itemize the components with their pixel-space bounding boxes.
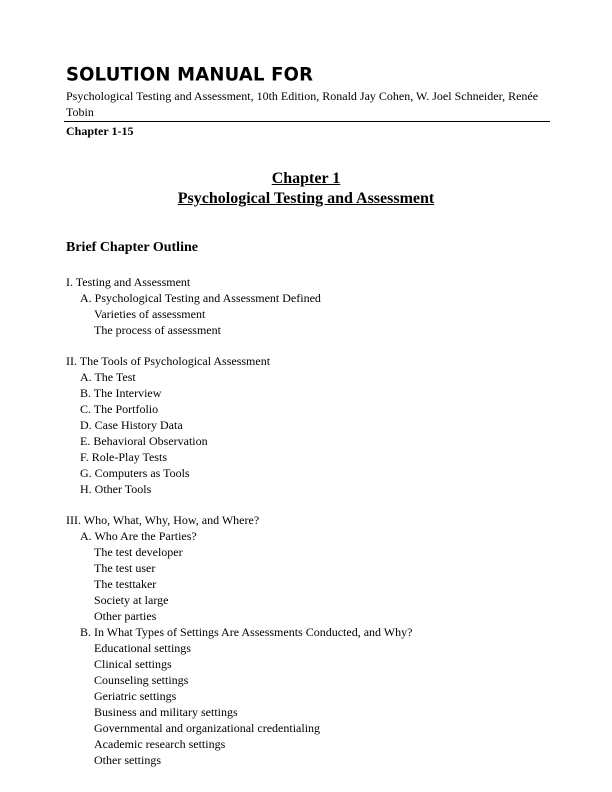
chapter-number: Chapter 1 [271,170,341,187]
outline-section: II. The Tools of Psychological Assessment [66,354,271,368]
outline-subitem: Other parties [94,609,157,623]
outline-subitem: Educational settings [94,641,191,655]
outline-item: C. The Portfolio [80,402,159,416]
outline-subitem: Clinical settings [94,657,172,671]
section-spacer [66,497,566,512]
outline-subitem: The process of assessment [94,323,221,337]
solution-manual-banner: SOLUTION MANUAL FOR [66,63,314,86]
outline-item: B. In What Types of Settings Are Assessments Conducted, and Why? [80,625,413,639]
outline-item: H. Other Tools [80,482,152,496]
outline-subitem: Business and military settings [94,705,238,719]
outline-section: III. Who, What, Why, How, and Where? [66,513,260,527]
book-subtitle: Psychological Testing and Assessment, 10th Edition, Ronald Jay Cohen, W. Joel Schneider, Renée Tobin [66,89,539,119]
outline-subitem: The test developer [94,545,183,559]
outline-subitem: Varieties of assessment [94,307,206,321]
outline-subitem: Geriatric settings [94,689,177,703]
outline-subitem: Governmental and organizational credentialing [94,721,321,735]
outline-subitem: Counseling settings [94,673,189,687]
outline-heading: Brief Chapter Outline [66,240,198,255]
outline-subitem: The test user [94,561,156,575]
outline-section: I. Testing and Assessment [66,275,191,289]
outline-subitem: Society at large [94,593,169,607]
outline-subitem: Academic research settings [94,737,226,751]
section-spacer [66,338,566,353]
chapter-range: Chapter 1-15 [66,124,134,138]
outline-subitem: Other settings [94,753,161,767]
outline-item: A. The Test [80,370,136,384]
outline-item: A. Psychological Testing and Assessment Defined [80,291,321,305]
outline-item: B. The Interview [80,386,162,400]
outline-item: F. Role-Play Tests [80,450,167,464]
outline-item: E. Behavioral Observation [80,434,208,448]
outline-item: A. Who Are the Parties? [80,529,197,543]
outline-subitem: The testtaker [94,577,157,591]
outline-item: G. Computers as Tools [80,466,190,480]
chapter-outline [66,274,566,768]
outline-item: D. Case History Data [80,418,183,432]
chapter-title: Psychological Testing and Assessment [177,190,435,207]
header-divider [64,121,550,122]
